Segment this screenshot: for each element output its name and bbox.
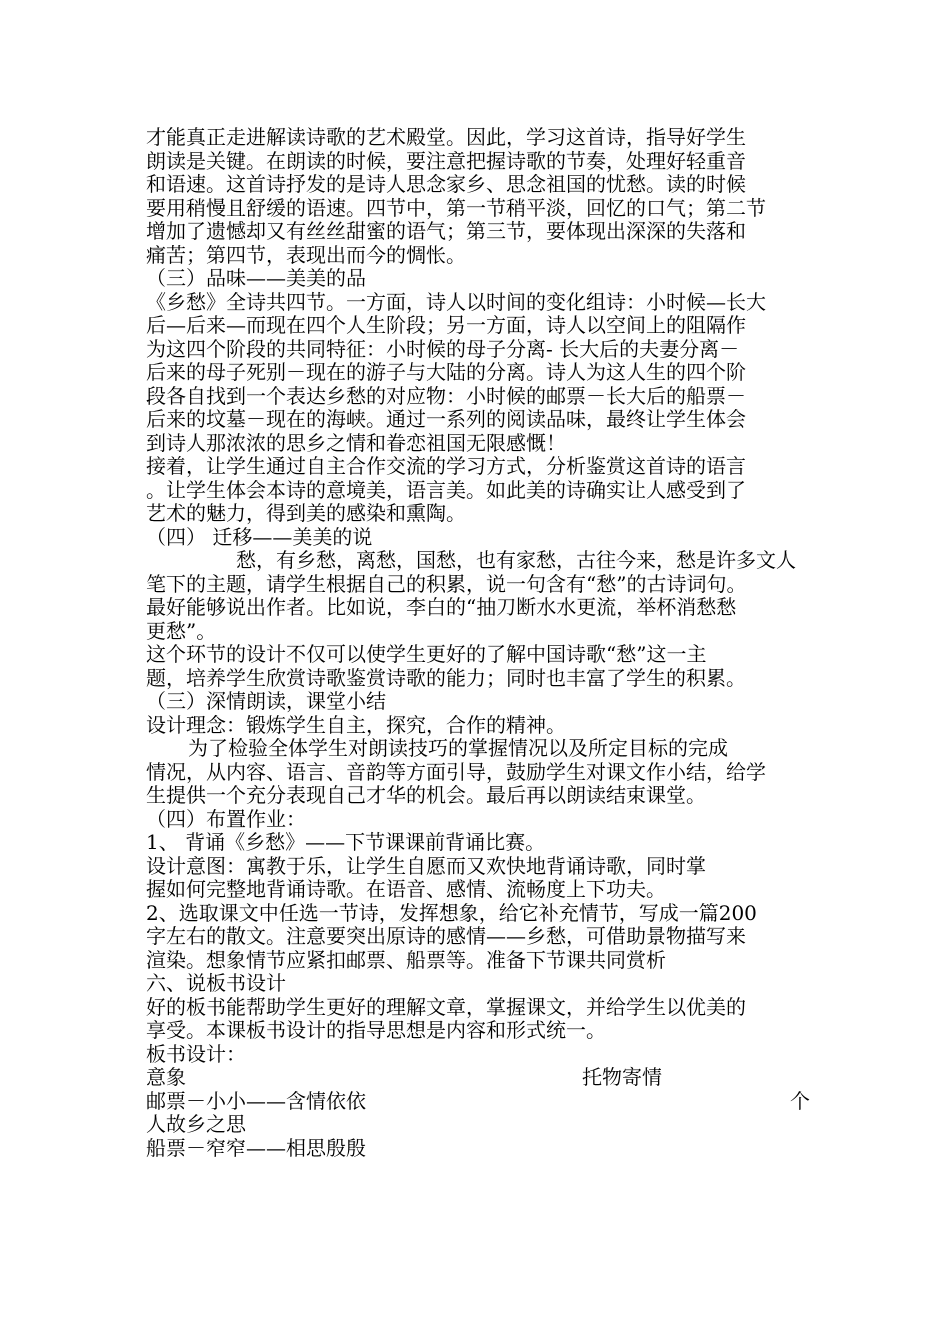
text-line: 《乡愁》全诗共四节。一方面，诗人以时间的变化组诗：小时候—长大 [146,289,766,314]
text-line: 朗读是关键。在朗读的时候，要注意把握诗歌的节奏，处理好轻重音 [146,148,746,173]
text-line: 接着，让学生通过自主合作交流的学习方式，分析鉴赏这首诗的语言 [146,454,746,478]
text-line: 后—后来—而现在四个人生阶段；另一方面，诗人以空间上的阻隔作 [146,313,746,337]
text-line: 艺术的魅力，得到美的感染和熏陶。 [146,501,466,525]
section-heading: 六、说板书设计 [146,971,286,995]
text-line: 题，培养学生欣赏诗歌鉴赏诗歌的能力；同时也丰富了学生的积累。 [146,665,746,690]
text-line: 好的板书能帮助学生更好的理解文章，掌握课文，并给学生以优美的 [146,994,746,1019]
text-line: 2、选取课文中任选一节诗，发挥想象，给它补充情节，写成一篇200 [146,900,757,925]
text-line: 这个环节的设计不仅可以使学生更好的了解中国诗歌“愁”这一主 [146,642,707,666]
section-heading: （三）品味——美美的品 [146,266,366,290]
text-line: 字左右的散文。注意要突出原诗的感情——乡愁，可借助景物描写来 [146,924,746,948]
text-line: 最好能够说出作者。比如说，李白的“抽刀断水水更流，举杯消愁愁 [146,595,737,619]
board-item-right: 个 [790,1088,810,1113]
text-line: 情况，从内容、语言、音韵等方面引导，鼓励学生对课文作小结，给学 [146,759,766,784]
board-label-imagery: 意象 [146,1065,186,1089]
board-item-stamp: 邮票－小小——含情依依 [146,1088,366,1113]
board-design [146,1066,810,1160]
text-line: 愁，有乡愁，离愁，国愁，也有家愁，古往今来，愁是许多文人 [236,548,796,572]
text-line: 要用稍慢且舒缓的语速。四节中，第一节稍平淡，回忆的口气；第二节 [146,195,766,220]
text-line: 板书设计： [146,1041,246,1066]
text-line: 增加了遗憾却又有丝丝甜蜜的语气；第三节，要体现出深深的失落和 [146,219,746,243]
document-body [146,126,810,1160]
board-row [146,1090,810,1114]
text-line: 生提供一个充分表现自己才华的机会。最后再以朗读结束课堂。 [146,783,706,807]
board-row [146,1066,810,1090]
board-row [146,1113,810,1137]
section-heading: （四）布置作业： [146,806,306,831]
board-label-theme: 托物寄情 [582,1065,662,1089]
text-line: 。让学生体会本诗的意境美，语言美。如此美的诗确实让人感受到了 [146,477,746,502]
board-row [146,1137,810,1161]
text-line: 笔下的主题，请学生根据自己的积累，说一句含有“愁”的古诗词句。 [146,571,747,596]
board-item-ticket: 船票－窄窄——相思殷殷 [146,1135,366,1160]
text-line: 到诗人那浓浓的思乡之情和眷恋祖国无限感慨！ [146,430,566,455]
text-line: 设计意图：寓教于乐，让学生自愿而又欢快地背诵诗歌，同时掌 [146,853,706,878]
text-line: 段各自找到一个表达乡愁的对应物：小时候的邮票－长大后的船票－ [146,383,746,408]
text-line: 设计理念：锻炼学生自主，探究，合作的精神。 [146,712,566,737]
board-item-homesick: 人故乡之思 [146,1112,246,1136]
text-line: 后来的坟墓－现在的海峡。通过一系列的阅读品味，最终让学生体会 [146,407,746,431]
section-heading: （三）深情朗读，课堂小结 [146,689,386,713]
text-line: 更愁”。 [146,618,217,643]
section-heading: （四） 迁移——美美的说 [146,524,373,549]
text-line: 握如何完整地背诵诗歌。在语音、感情、流畅度上下功夫。 [146,877,666,901]
text-line: 渲染。想象情节应紧扣邮票、船票等。准备下节课共同赏析 [146,947,666,972]
text-line: 后来的母子死别－现在的游子与大陆的分离。诗人为这人生的四个阶 [146,360,746,384]
text-line: 才能真正走进解读诗歌的艺术殿堂。因此，学习这首诗，指导好学生 [146,125,746,149]
text-line: 和语速。这首诗抒发的是诗人思念家乡、思念祖国的忧愁。读的时候 [146,172,746,196]
text-line: 享受。本课板书设计的指导思想是内容和形式统一。 [146,1018,606,1042]
text-line: 为这四个阶段的共同特征：小时候的母子分离- 长大后的夫妻分离－ [146,336,740,361]
text-line: 为了检验全体学生对朗读技巧的掌握情况以及所定目标的完成 [188,736,728,760]
text-line: 痛苦；第四节，表现出而今的惆怅。 [146,242,466,267]
text-line: 1、 背诵《乡愁》——下节课课前背诵比赛。 [146,830,546,854]
